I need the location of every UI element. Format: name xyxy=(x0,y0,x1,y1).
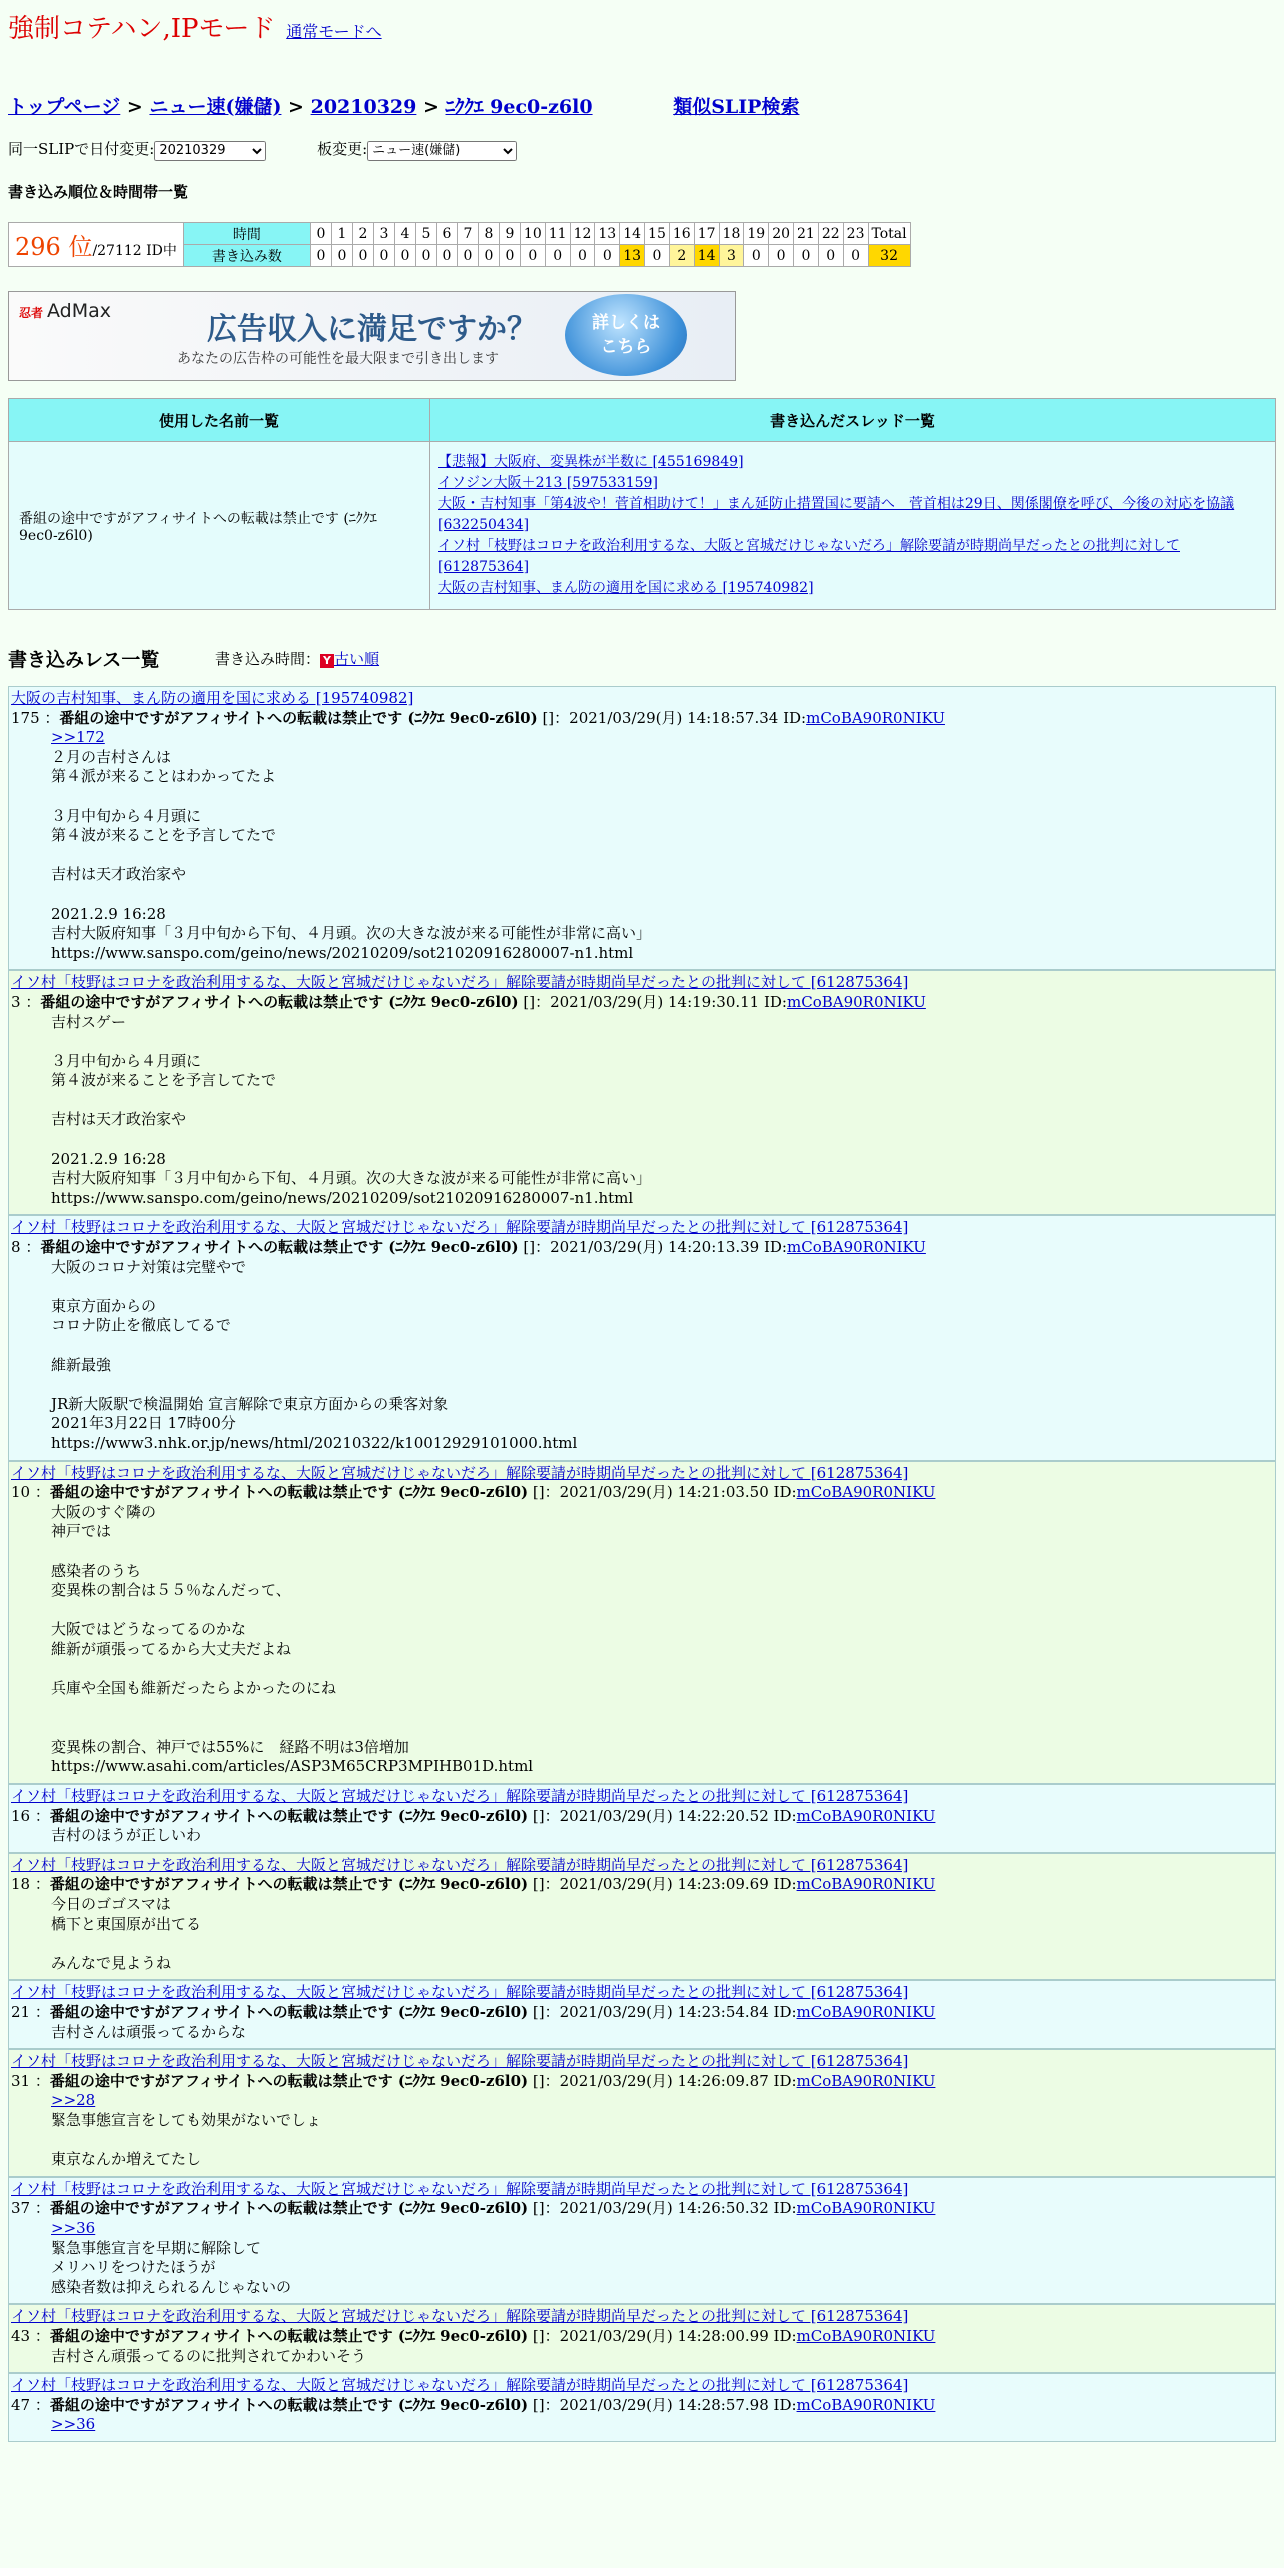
breadcrumb-sep: > xyxy=(416,96,446,118)
responses-title: 書き込みレス一覧 xyxy=(8,649,160,671)
count-cell: 0 xyxy=(843,245,868,267)
post-body: ２月の吉村さんは 第４派が来ることはわかってたよ ３月中旬から４月頭に 第４波が来ることを予言してたで 吉村は天才政治家や 2021.2.9 16:28 吉村大阪府知事「３月中旬から下旬、４月頭。次の大きな波が来る可能性が非常に高い」 https://www.sanspo.com/geino/news/20210209/sot21020916280007-n1.html xyxy=(51,747,652,962)
post-id-link[interactable]: mCoBA90R0NIKU xyxy=(796,2003,936,2021)
post-id-link[interactable]: mCoBA90R0NIKU xyxy=(796,1483,936,1502)
hour-cell: 8 xyxy=(478,223,499,245)
post-meta: []：2021/03/29(月) 14:26:09.87 ID: xyxy=(528,2071,797,2090)
board-select[interactable] xyxy=(367,141,517,161)
sort-icon: Y xyxy=(320,654,334,668)
reply-anchor-link[interactable]: >>28 xyxy=(51,2091,96,2110)
ranking-table-wrap xyxy=(8,222,911,267)
post-id-link[interactable]: mCoBA90R0NIKU xyxy=(796,2071,936,2090)
names-threads-table xyxy=(8,398,1276,610)
thread-link[interactable]: イソジン大阪＋213 [597533159] xyxy=(438,475,658,491)
count-cell: 0 xyxy=(769,245,794,267)
post-author: 番組の途中ですがアフィサイトへの転載は禁止です (ﾆｸｸｴ 9ec0-z6l0) xyxy=(40,992,519,1011)
post-author: 番組の途中ですがアフィサイトへの転載は禁止です (ﾆｸｸｴ 9ec0-z6l0) xyxy=(59,708,538,727)
post-meta: []：2021/03/29(月) 14:18:57.34 ID: xyxy=(537,708,807,727)
post-thread-link[interactable]: イソ村「枝野はコロナを政治利用するな、大阪と宮城だけじゃないだろ」解除要請が時期尚早だったとの批判に対して [612875364] xyxy=(11,2052,909,2071)
names-col-header: 使用した名前一覧 xyxy=(9,399,430,442)
used-name: 番組の途中ですがアフィサイトへの転載は禁止です (ﾆｸｸｴ 9ec0-z6l0) xyxy=(9,442,430,610)
threads-col-header: 書き込んだスレッド一覧 xyxy=(430,399,1276,442)
reply-anchor-link[interactable]: >>36 xyxy=(51,2415,96,2434)
similar-slip-search-link[interactable]: 類似SLIP検索 xyxy=(673,96,800,118)
post-header: 8 ：番組の途中ですがアフィサイトへの転載は禁止です (ﾆｸｸｴ 9ec0-z6l0) []：2021/03/29(月) 14:20:13.39 ID:mCoBA90R0NIKU xyxy=(11,1238,926,1257)
hour-cell: 19 xyxy=(744,223,769,245)
responses-order xyxy=(215,648,379,669)
post-body: 吉村さんは頑張ってるからな xyxy=(51,2022,247,2041)
hour-cell: 13 xyxy=(595,223,620,245)
ad-logo-prefix: 忍者 xyxy=(19,306,44,320)
post-id-link[interactable]: mCoBA90R0NIKU xyxy=(806,708,945,727)
thread-link[interactable]: 大阪・吉村知事「第4波や！菅首相助けて！」まん延防止措置国に要請へ 菅首相は29日、関係閣僚を呼び、今後の対応を協議 [632250434] xyxy=(438,496,1235,533)
hour-cell: 3 xyxy=(373,223,394,245)
post-number: 18 xyxy=(11,1875,31,1894)
breadcrumb-sep: > xyxy=(281,96,311,118)
post-header: 10 ：番組の途中ですがアフィサイトへの転載は禁止です (ﾆｸｸｴ 9ec0-z6l0) []：2021/03/29(月) 14:21:03.50 ID:mCoBA90R0NIKU xyxy=(11,1483,936,1502)
count-cell: 0 xyxy=(645,245,670,267)
thread-link[interactable]: イソ村「枝野はコロナを政治利用するな、大阪と宮城だけじゃないだろ」解除要請が時期尚早だったとの批判に対して [612875364] xyxy=(438,538,1180,575)
hour-cell: 20 xyxy=(769,223,794,245)
page-header xyxy=(8,8,382,45)
post-id-link[interactable]: mCoBA90R0NIKU xyxy=(796,2199,936,2218)
ad-logo-text: AdMax xyxy=(47,300,112,322)
post xyxy=(8,2304,1276,2373)
post-thread-link[interactable]: イソ村「枝野はコロナを政治利用するな、大阪と宮城だけじゃないだろ」解除要請が時期尚早だったとの批判に対して [612875364] xyxy=(11,1787,909,1806)
count-cell: 0 xyxy=(352,245,373,267)
post-number: 47 xyxy=(11,2395,31,2414)
breadcrumb-slip[interactable]: ﾆｸｸｴ 9ec0-z6l0 xyxy=(445,96,593,118)
count-cell: 0 xyxy=(373,245,394,267)
post-number: 31 xyxy=(11,2071,31,2090)
post-number: 175 xyxy=(11,708,40,727)
post-number: 43 xyxy=(11,2326,31,2345)
oldest-first-link[interactable]: 古い順 xyxy=(334,650,380,668)
hour-cell: 23 xyxy=(843,223,868,245)
post-header: 37 ：番組の途中ですがアフィサイトへの転載は禁止です (ﾆｸｸｴ 9ec0-z6l0) []：2021/03/29(月) 14:26:50.32 ID:mCoBA90R0NIKU xyxy=(11,2199,936,2218)
post-header: 3 ：番組の途中ですがアフィサイトへの転載は禁止です (ﾆｸｸｴ 9ec0-z6l0) []：2021/03/29(月) 14:19:30.11 ID:mCoBA90R0NIKU xyxy=(11,992,926,1011)
post-author: 番組の途中ですがアフィサイトへの転載は禁止です (ﾆｸｸｴ 9ec0-z6l0) xyxy=(49,2071,529,2090)
hour-cell: 6 xyxy=(436,223,457,245)
post-header: 18 ：番組の途中ですがアフィサイトへの転載は禁止です (ﾆｸｸｴ 9ec0-z6l0) []：2021/03/29(月) 14:23:09.69 ID:mCoBA90R0NIKU xyxy=(11,1875,936,1894)
count-cell: 3 xyxy=(719,245,744,267)
hour-cell: 18 xyxy=(719,223,744,245)
post-body: 大阪のコロナ対策は完璧やで 東京方面からの コロナ防止を徹底してるで 維新最強 JR新大阪駅で検温開始 宣言解除で東京方面からの乗客対象 2021年3月22日 17時00分 https://www3.nhk.or.jp/news/html/20210322/k10012929101000.html xyxy=(51,1257,578,1452)
ad-banner[interactable] xyxy=(8,291,736,381)
count-cell: 0 xyxy=(520,245,545,267)
post-meta: []：2021/03/29(月) 14:28:57.98 ID: xyxy=(528,2395,797,2414)
post-author: 番組の途中ですがアフィサイトへの転載は禁止です (ﾆｸｸｴ 9ec0-z6l0) xyxy=(49,2003,529,2021)
count-cell: 0 xyxy=(818,245,843,267)
post-thread-link[interactable]: 大阪の吉村知事、まん防の適用を国に求める [195740982] xyxy=(11,689,414,707)
breadcrumb-board[interactable]: ニュー速(嫌儲) xyxy=(149,96,282,118)
post-body: 吉村のほうが正しいわ xyxy=(51,1826,202,1845)
post-id-link[interactable]: mCoBA90R0NIKU xyxy=(796,1875,936,1894)
post-header: 21 ：番組の途中ですがアフィサイトへの転載は禁止です (ﾆｸｸｴ 9ec0-z6l0) []：2021/03/29(月) 14:23:54.84 ID:mCoBA90R0NIKU xyxy=(11,2003,936,2021)
count-cell: 2 xyxy=(669,245,694,267)
post xyxy=(8,1461,1276,1785)
post xyxy=(8,1215,1276,1460)
post-header: 43 ：番組の途中ですがアフィサイトへの転載は禁止です (ﾆｸｸｴ 9ec0-z6l0) []：2021/03/29(月) 14:28:00.99 ID:mCoBA90R0NIKU xyxy=(11,2326,936,2345)
ad-button-line2: こちら xyxy=(600,337,652,357)
selector-row xyxy=(8,138,517,161)
post-header: 47 ：番組の途中ですがアフィサイトへの転載は禁止です (ﾆｸｸｴ 9ec0-z6l0) []：2021/03/29(月) 14:28:57.98 ID:mCoBA90R0NIKU xyxy=(11,2395,936,2414)
post-body: 今日のゴゴスマは 橋下と東国原が出てる みんなで見ようね xyxy=(51,1895,202,1972)
post-header: 175 ：番組の途中ですがアフィサイトへの転載は禁止です (ﾆｸｸｴ 9ec0-z6l0) []：2021/03/29(月) 14:18:57.34 ID:mCoBA90R0NIKU xyxy=(11,708,945,727)
page-title: 強制コテハン,IPモード xyxy=(8,14,276,44)
normal-mode-link[interactable]: 通常モードへ xyxy=(286,22,382,41)
count-label: 書き込み数 xyxy=(183,245,310,267)
post-header: 16 ：番組の途中ですがアフィサイトへの転載は禁止です (ﾆｸｸｴ 9ec0-z6l0) []：2021/03/29(月) 14:22:20.52 ID:mCoBA90R0NIKU xyxy=(11,1806,936,1825)
hour-cell: 14 xyxy=(620,223,645,245)
ad-headline: 広告収入に満足ですか？ xyxy=(207,312,537,347)
ad-logo xyxy=(19,300,111,322)
post xyxy=(8,2177,1276,2305)
reply-anchor-link[interactable]: >>172 xyxy=(51,728,105,747)
post-body: 大阪のすぐ隣の 神戸では 感染者のうち 変異株の割合は５５％なんだって、 大阪ではどうなってるのかな 維新が頑張ってるから大丈夫だよね 兵庫や全国も維新だったらよかったのにね 変異株の割合、神戸では55%に 経路不明は3倍増加 https://www.asahi.com/articles/ASP3M65CRP3MPIHB01D.html xyxy=(51,1502,534,1776)
count-cell: 13 xyxy=(620,245,645,267)
hour-cell: 16 xyxy=(669,223,694,245)
post-number: 8 xyxy=(11,1238,21,1257)
count-cell: 0 xyxy=(595,245,620,267)
write-time-label: 書き込み時間： xyxy=(215,650,321,668)
post-thread-link[interactable]: イソ村「枝野はコロナを政治利用するな、大阪と宮城だけじゃないだろ」解除要請が時期尚早だったとの批判に対して [612875364] xyxy=(11,973,909,992)
count-cell: 0 xyxy=(499,245,520,267)
count-cell: 0 xyxy=(744,245,769,267)
ad-details-button[interactable] xyxy=(565,294,687,376)
total-count-cell: 32 xyxy=(868,245,910,267)
post xyxy=(8,2049,1276,2177)
post-body: 緊急事態宣言をしても効果がないでしょ 東京なんか増えてたし xyxy=(51,2110,322,2169)
breadcrumb xyxy=(8,92,799,119)
post-meta: []：2021/03/29(月) 14:22:20.52 ID: xyxy=(528,1806,797,1825)
post-body: 緊急事態宣言を早期に解除して メリハリをつけたほうが 感染者数は抑えられるんじゃないの xyxy=(51,2238,292,2296)
post xyxy=(8,686,1276,970)
ad-button-line1: 詳しくは xyxy=(592,313,660,333)
breadcrumb-sep: > xyxy=(120,96,150,118)
post-thread-link[interactable]: イソ村「枝野はコロナを政治利用するな、大阪と宮城だけじゃないだろ」解除要請が時期尚早だったとの批判に対して [612875364] xyxy=(11,1855,909,1874)
hour-cell: 7 xyxy=(457,223,478,245)
count-cell: 14 xyxy=(694,245,719,267)
hour-cell: 11 xyxy=(545,223,570,245)
post-meta: []：2021/03/29(月) 14:23:54.84 ID: xyxy=(528,2003,797,2021)
post-thread-link[interactable]: イソ村「枝野はコロナを政治利用するな、大阪と宮城だけじゃないだろ」解除要請が時期尚早だったとの批判に対して [612875364] xyxy=(11,1218,909,1237)
post-id-link[interactable]: mCoBA90R0NIKU xyxy=(796,1806,936,1825)
post-thread-link[interactable]: イソ村「枝野はコロナを政治利用するな、大阪と宮城だけじゃないだろ」解除要請が時期尚早だったとの批判に対して [612875364] xyxy=(11,2307,909,2326)
post-list xyxy=(8,686,1276,2442)
count-cell: 0 xyxy=(331,245,352,267)
count-cell: 0 xyxy=(794,245,819,267)
hour-cell: 4 xyxy=(394,223,415,245)
thread-list xyxy=(430,442,1276,610)
post-id-link[interactable]: mCoBA90R0NIKU xyxy=(787,992,926,1011)
post-number: 21 xyxy=(11,2003,31,2021)
date-change-label: 同一SLIPで日付変更: xyxy=(8,140,155,158)
post-header: 31 ：番組の途中ですがアフィサイトへの転載は禁止です (ﾆｸｸｴ 9ec0-z6l0) []：2021/03/29(月) 14:26:09.87 ID:mCoBA90R0NIKU xyxy=(11,2071,936,2090)
thread-link[interactable]: 大阪の吉村知事、まん防の適用を国に求める [195740982] xyxy=(438,580,814,596)
post-meta: []：2021/03/29(月) 14:20:13.39 ID: xyxy=(518,1238,787,1257)
breadcrumb-date[interactable]: 20210329 xyxy=(310,96,417,118)
post xyxy=(8,1980,1276,2049)
post xyxy=(8,1784,1276,1853)
post-id-link[interactable]: mCoBA90R0NIKU xyxy=(796,2326,936,2345)
hour-cell: 15 xyxy=(645,223,670,245)
reply-anchor-link[interactable]: >>36 xyxy=(51,2218,96,2237)
hour-cell: 1 xyxy=(331,223,352,245)
rank-cell xyxy=(9,223,184,267)
post-body: 吉村さん頑張ってるのに批判されてかわいそう xyxy=(51,2346,367,2365)
count-cell: 0 xyxy=(394,245,415,267)
post-meta: []：2021/03/29(月) 14:19:30.11 ID: xyxy=(518,992,787,1011)
post-id-link[interactable]: mCoBA90R0NIKU xyxy=(787,1238,926,1257)
post-thread-link[interactable]: イソ村「枝野はコロナを政治利用するな、大阪と宮城だけじゃないだろ」解除要請が時期尚早だったとの批判に対して [612875364] xyxy=(11,1983,909,2002)
post-meta: []：2021/03/29(月) 14:26:50.32 ID: xyxy=(528,2199,797,2218)
hour-cell: 10 xyxy=(520,223,545,245)
count-cell: 0 xyxy=(570,245,595,267)
post-author: 番組の途中ですがアフィサイトへの転載は禁止です (ﾆｸｸｴ 9ec0-z6l0) xyxy=(49,1483,529,1502)
post-author: 番組の途中ですがアフィサイトへの転載は禁止です (ﾆｸｸｴ 9ec0-z6l0) xyxy=(40,1238,519,1257)
post xyxy=(8,970,1276,1215)
rank-value: 296 位 xyxy=(15,233,93,261)
post-author: 番組の途中ですがアフィサイトへの転載は禁止です (ﾆｸｸｴ 9ec0-z6l0) xyxy=(49,1806,529,1825)
post-number: 37 xyxy=(11,2199,31,2218)
breadcrumb-top[interactable]: トップページ xyxy=(8,96,121,118)
post-number: 16 xyxy=(11,1806,31,1825)
count-cell: 0 xyxy=(310,245,331,267)
post-author: 番組の途中ですがアフィサイトへの転載は禁止です (ﾆｸｸｴ 9ec0-z6l0) xyxy=(49,2395,529,2414)
time-label: 時間 xyxy=(183,223,310,245)
hour-cell: 2 xyxy=(352,223,373,245)
hour-cell: 12 xyxy=(570,223,595,245)
count-cell: 0 xyxy=(415,245,436,267)
post-author: 番組の途中ですがアフィサイトへの転載は禁止です (ﾆｸｸｴ 9ec0-z6l0) xyxy=(49,1875,529,1894)
count-cell: 0 xyxy=(436,245,457,267)
post-author: 番組の途中ですがアフィサイトへの転載は禁止です (ﾆｸｸｴ 9ec0-z6l0) xyxy=(49,2199,529,2218)
hour-cell: 9 xyxy=(499,223,520,245)
post-author: 番組の途中ですがアフィサイトへの転載は禁止です (ﾆｸｸｴ 9ec0-z6l0) xyxy=(49,2326,529,2345)
ranking-table xyxy=(8,222,911,267)
ranking-heading: 書き込み順位＆時間帯一覧 xyxy=(8,183,189,201)
post-number: 10 xyxy=(11,1483,31,1502)
post-number: 3 xyxy=(11,992,21,1011)
ad-subtext: あなたの広告枠の可能性を最大限まで引き出します xyxy=(177,351,499,367)
post-meta: []：2021/03/29(月) 14:23:09.69 ID: xyxy=(528,1875,797,1894)
post-thread-link[interactable]: イソ村「枝野はコロナを政治利用するな、大阪と宮城だけじゃないだろ」解除要請が時期尚早だったとの批判に対して [612875364] xyxy=(11,1463,909,1482)
hour-cell: 17 xyxy=(694,223,719,245)
board-change-label: 板変更: xyxy=(317,140,368,158)
count-cell: 0 xyxy=(457,245,478,267)
hour-cell: 0 xyxy=(310,223,331,245)
rank-total: /27112 ID中 xyxy=(92,243,177,259)
post-meta: []：2021/03/29(月) 14:28:00.99 ID: xyxy=(528,2326,797,2345)
post-meta: []：2021/03/29(月) 14:21:03.50 ID: xyxy=(528,1483,797,1502)
post-thread-link[interactable]: イソ村「枝野はコロナを政治利用するな、大阪と宮城だけじゃないだろ」解除要請が時期尚早だったとの批判に対して [612875364] xyxy=(11,2179,909,2198)
count-cell: 0 xyxy=(545,245,570,267)
hour-cell: 22 xyxy=(818,223,843,245)
post xyxy=(8,2373,1276,2442)
post xyxy=(8,1853,1276,1981)
hour-cell: 21 xyxy=(794,223,819,245)
thread-link[interactable]: 【悲報】大阪府、変異株が半数に [455169849] xyxy=(438,454,744,470)
date-select[interactable] xyxy=(154,141,266,161)
count-cell: 0 xyxy=(478,245,499,267)
hour-cell: 5 xyxy=(415,223,436,245)
hour-cell: Total xyxy=(868,223,910,245)
post-thread-link[interactable]: イソ村「枝野はコロナを政治利用するな、大阪と宮城だけじゃないだろ」解除要請が時期尚早だったとの批判に対して [612875364] xyxy=(11,2376,909,2395)
hours-row xyxy=(9,223,911,245)
post-body: 吉村スゲー ３月中旬から４月頭に 第４波が来ることを予言してたで 吉村は天才政治家や 2021.2.9 16:28 吉村大阪府知事「３月中旬から下旬、４月頭。次の大きな波が来る可能性が非常に高い」 https://www.sanspo.com/geino/news/20210209/sot21020916280007-n1.html xyxy=(51,1012,652,1207)
post-id-link[interactable]: mCoBA90R0NIKU xyxy=(796,2395,936,2414)
